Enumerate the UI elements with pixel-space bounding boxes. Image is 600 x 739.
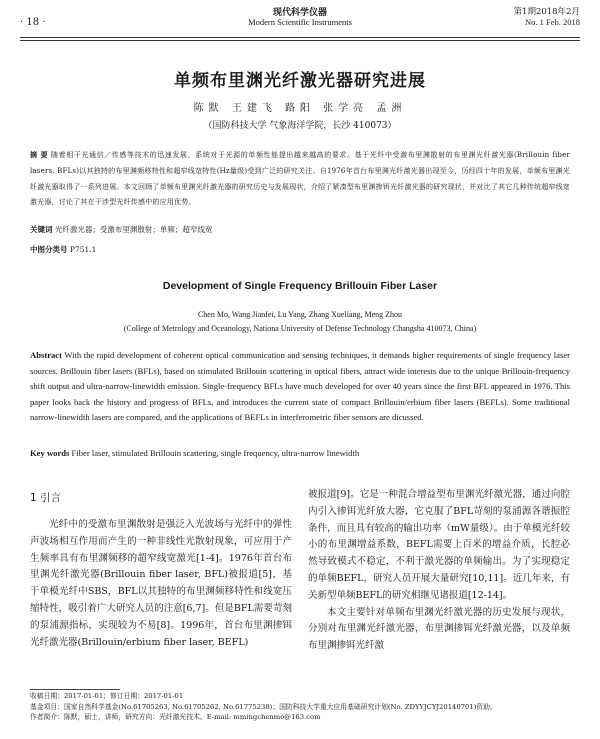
keywords-cn-text: 光纤激光器；受激布里渊散射；单频；超窄线宽 [52, 225, 213, 234]
paper-title-en: Development of Single Frequency Brillouin Fiber Laser [162, 280, 438, 292]
section-heading-introduction: 1 引言 [30, 492, 62, 504]
keywords-en [30, 448, 570, 458]
keywords-cn-label: 关键词 [30, 225, 53, 234]
journal-name-en: Modern Scientific Instruments [248, 17, 352, 27]
abstract-cn [30, 148, 570, 211]
authors-cn: 陈默 王建飞 路阳 张学亮 孟洲 [193, 103, 407, 114]
keywords-cn [30, 224, 570, 235]
abstract-cn-text: 随着相干光通信／传感等技术的迅速发展，系统对于光源的单频性能提出越来越高的要求。基于光纤中受激布里渊散射的布里渊光纤激光器(Brillouin fiber lasers, BFLs)以其独特的布里渊频移特性和超窄线宽特性(Hz量级)受到广泛的研究关注。自1976年首台布里渊光纤激光器出现至今，历经四十年的发展，单频布里渊光纤激光器取得了一系列进展。本文回顾了单频布里渊光纤激光器的研究历史与发展现状，介绍了紧凑型布里渊掺铒光纤激光器的研究现状，并对比了其它几种传统超窄线宽激光器，讨论了其在干涉型光纤传感中的应用优势。 [30, 151, 570, 207]
affiliation-cn: （国防科技大学 气象海洋学院，长沙 410073） [203, 121, 397, 131]
body-right-column [308, 487, 570, 655]
abstract-en-label: Abstract [30, 350, 62, 360]
issue-info-en: No. 1 Feb. 2018 [524, 17, 580, 27]
keywords-en-label: Key words [30, 448, 70, 458]
header-rule-secondary [20, 40, 580, 41]
classification-number [30, 244, 570, 255]
clc-label: 中图分类号 [30, 245, 68, 254]
clc-text: P751.1 [67, 245, 97, 254]
page-number: · 18 · [20, 17, 46, 28]
journal-name-cn: 现代科学仪器 [272, 8, 327, 18]
footnote-funding: 基金项目：国家自然科学基金(No.61705263, No.61705262, No.61775238)；国防科技大学重大应用基础研究计划(No. ZDYYJCYJ20140701)资助。 [30, 702, 497, 711]
issue-info-cn: 第1期2018年2月 [513, 7, 580, 17]
footnote-received: 收稿日期：2017-01-01；修订日期：2017-01-01 [30, 692, 184, 700]
paper-title-cn: 单频布里渊光纤激光器研究进展 [174, 71, 426, 91]
keywords-en-text: Fiber laser, stimulated Brillouin scattering, single frequency, ultra-narrow linewidth [69, 448, 360, 458]
body-left-column: 光纤中的受激布里渊散射是强泛入光波场与光纤中的弹性声波场相互作用而产生的一种非线性光散射现象，可应用于产生频率具有布里渊频移的超窄线宽激光[1-4]。1976年首台布里渊光纤激光器(Brillouin fiber laser, BFL)被报道[5]，基于单模光纤中SBS，BFL以其独特的布里渊频移特性和线宽压缩特性，吸引着广大研究人员的注意[6,7]。但是BFL需要苛刻的泵浦源指标，实现较为不易[8]。1996年，首台布里渊掺铒光纤激光器(Brillouin/erbium fiber laser, BEFL) [30, 519, 292, 648]
affiliation-en: (College of Metrology and Oceanology, Nationa University of Defense Technology Changsha 410073, China) [123, 324, 477, 333]
header-rule [20, 37, 580, 38]
footnotes [30, 691, 575, 723]
footnote-author: 作者简介：陈默，硕士，讲师，研究方向：光纤激光技术。E-mail: mmingchenmo@163.com [30, 713, 321, 721]
body-right-paragraph-1: 被报道[9]。它是一种混合增益型布里渊光纤激光器，通过向腔内引入掺铒光纤放大器，它克服了BFL苛刻的泵浦源各谐振腔条件，而且具有较高的输出功率（mW量级）。由于单模光纤较小的布里渊增益系数，BEFL需要上百米的增益介质，长腔必然导致模式不稳定，不利于激光器的单频输出。为了实现稳定的单频BEFL，研究人员开展大量研究[10,11]。近几年来，有关新型单频BEFL的研究相继见诸报道[12-14]。 [308, 489, 570, 601]
abstract-cn-label: 摘 要 [30, 151, 49, 159]
abstract-en-text: With the rapid development of coherent optical communication and sensing techniques, it demands higher requirements of single frequency laser sources. Brillouin fiber lasers (BFLs), based on stimulated Brillouin scattering in optical fibers, attract wide interests due to the unique Brillouin-frequency shift output and ultra-narrow-linewidth emission. Single-frequency BFLs have much developed for over 40 years since the first BFL appeared in 1976. This paper looks back the history and progress of BFLs, and introduces the current state of compact Brillouin/erbium fiber lasers (BEFLs). Some traditional narrow-linewidth lasers are compared, and the applications of BEFLs in interferometric fiber sensors are dicussed. [30, 350, 570, 423]
abstract-en [30, 348, 570, 426]
authors-en: Chen Mo, Wang Jianfei, Lu Yang, Zhang Xueliang, Meng Zhou [197, 310, 403, 319]
body-right-paragraph-2: 本文主要针对单频布里渊光纤激光器的历史发展与现状，分别对布里渊光纤激光器，布里渊掺铒光纤激光器，以及单频布里渊掺铒光纤激 [308, 606, 570, 652]
footnote-rule [30, 689, 120, 690]
